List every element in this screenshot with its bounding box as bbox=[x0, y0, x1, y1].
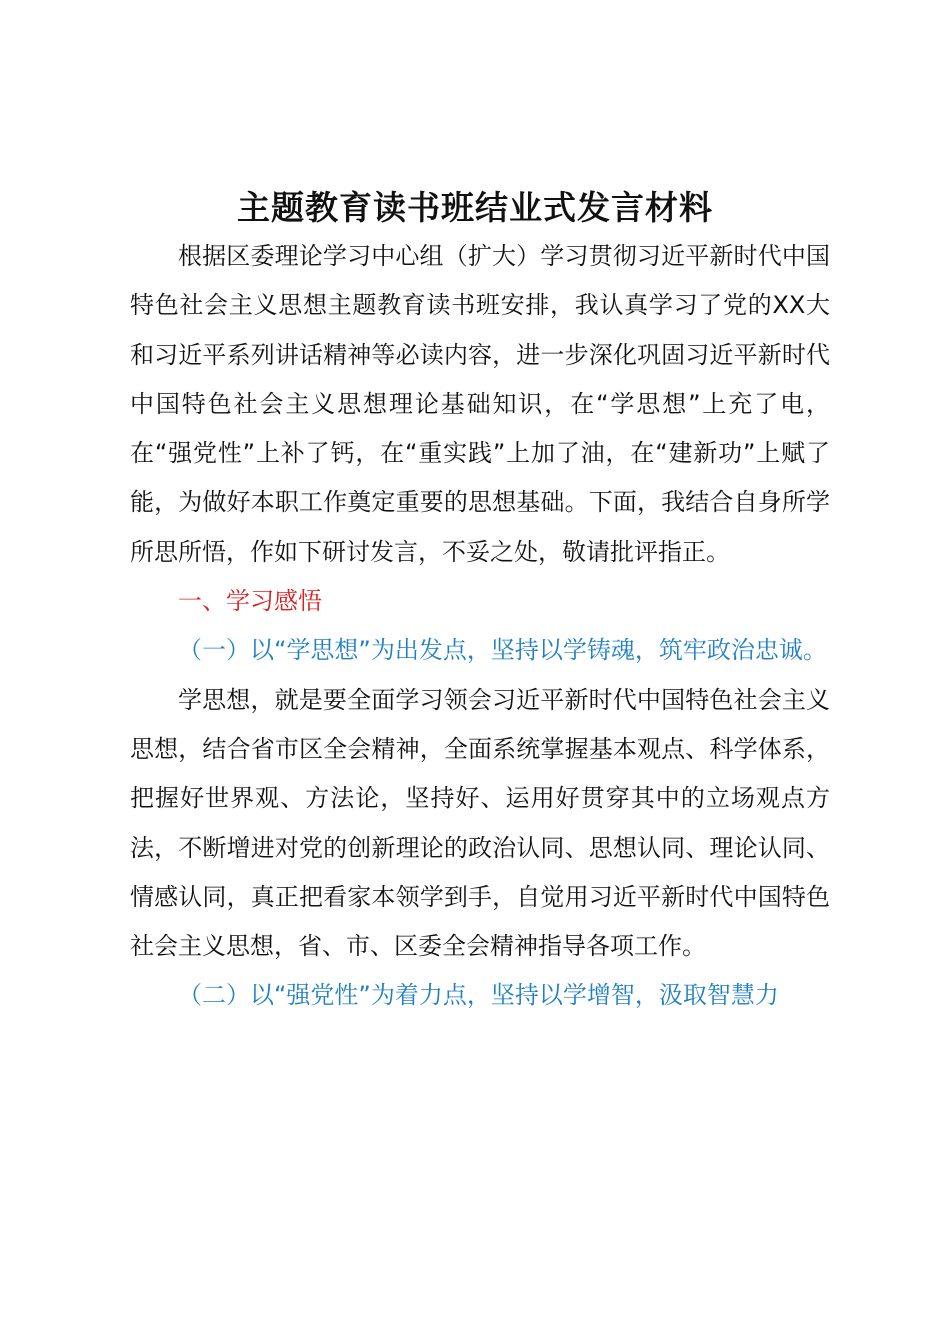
body-paragraph: 学思想，就是要全面学习领会习近平新时代中国特色社会主义思想，结合省市区全会精神，全面系统掌握基本观点、科学体系，把握好世界观、方法论，坚持好、运用好贯穿其中的立场观点方法，不断增进对党的创新理论的政治认同、思想认同、理论认同、情感认同，真正把看家本领学到手，自觉用习近平新时代中国特色社会主义思想，省、市、区委全会精神指导各项工作。 bbox=[130, 685, 830, 961]
document-title: 主题教育读书班结业式发言材料 bbox=[237, 188, 713, 227]
section-heading: 一、学习感悟 bbox=[178, 587, 322, 616]
subsection-heading-2: （二）以“强党性”为着力点，坚持以学增智，汲取智慧力 bbox=[178, 981, 779, 1010]
document-body bbox=[130, 232, 830, 1021]
subsection-heading-1: （一）以“学思想”为出发点，坚持以学铸魂，筑牢政治忠诚。 bbox=[178, 636, 827, 665]
intro-paragraph: 根据区委理论学习中心组（扩大）学习贯彻习近平新时代中国特色社会主义思想主题教育读书班安排，我认真学习了党的XX大和习近平系列讲话精神等必读内容，进一步深化巩固习近平新时代中国特色社会主义思想理论基础知识，在“学思想”上充了电，在“强党性”上补了钙，在“重实践”上加了油，在“建新功”上赋了能，为做好本职工作奠定重要的思想基础。下面，我结合自身所学所思所悟，作如下研讨发言，不妥之处，敬请批评指正。 bbox=[130, 242, 830, 566]
